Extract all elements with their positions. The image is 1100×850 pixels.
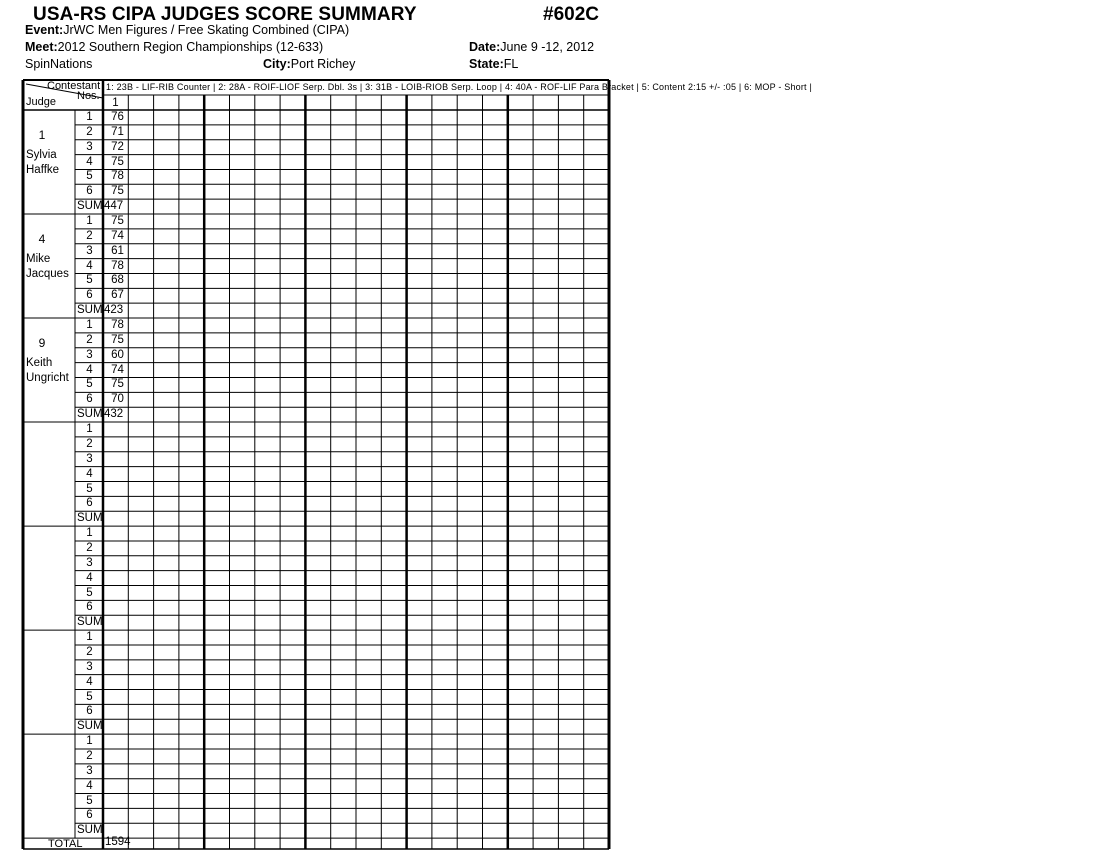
element-number: 2 xyxy=(86,541,93,554)
form-number: #602C xyxy=(543,4,599,25)
element-number: 1 xyxy=(86,527,93,540)
score-cell: 74 xyxy=(111,363,124,376)
score-cell: 78 xyxy=(111,319,124,332)
score-cell: 60 xyxy=(111,348,124,361)
sum-label: SUM xyxy=(77,512,103,525)
element-number: 2 xyxy=(86,229,93,242)
element-number: 4 xyxy=(86,675,93,688)
element-number: 1 xyxy=(86,111,93,123)
element-number: 5 xyxy=(86,482,93,495)
score-cell: 72 xyxy=(111,140,124,153)
element-number: 1 xyxy=(86,319,93,332)
element-number: 3 xyxy=(86,244,93,257)
element-number: 2 xyxy=(86,333,93,346)
meet-value: 2012 Southern Region Championships (12-633) xyxy=(57,40,324,54)
score-cell: 78 xyxy=(111,170,124,183)
element-number: 6 xyxy=(86,601,93,614)
score-cell: 75 xyxy=(111,333,124,346)
element-number: 4 xyxy=(86,779,93,792)
city-label: City: xyxy=(263,57,291,71)
element-number: 2 xyxy=(86,125,93,138)
element-number: 5 xyxy=(86,586,93,599)
element-number: 6 xyxy=(86,809,93,822)
contestant-number: 1 xyxy=(112,97,119,109)
element-number: 3 xyxy=(86,660,93,673)
element-number: 1 xyxy=(86,735,93,748)
corner-contestant-label: Contestant xyxy=(47,80,101,92)
judge-first-name: Mike xyxy=(26,253,51,266)
element-number: 2 xyxy=(86,645,93,658)
element-number: 6 xyxy=(86,705,93,718)
sum-label: SUM xyxy=(77,304,103,317)
score-cell: 75 xyxy=(111,215,124,228)
element-number: 1 xyxy=(86,215,93,228)
judge-first-name: Sylvia xyxy=(26,149,57,161)
score-cell: 78 xyxy=(111,259,124,272)
state-label: State: xyxy=(469,57,504,71)
judge-sum: 447 xyxy=(104,200,124,213)
city-value: Port Richey xyxy=(290,57,356,71)
element-number: 3 xyxy=(86,764,93,777)
element-number: 3 xyxy=(86,556,93,569)
element-number: 4 xyxy=(86,155,93,168)
sum-label: SUM xyxy=(77,408,103,421)
element-number: 5 xyxy=(86,794,93,807)
total-value: 1594 xyxy=(105,836,131,848)
score-cell: 75 xyxy=(111,155,124,168)
judge-last-name: Jacques xyxy=(26,268,69,281)
event-value: JrWC Men Figures / Free Skating Combined (CIPA) xyxy=(63,23,350,37)
element-number: 2 xyxy=(86,749,93,762)
element-number: 4 xyxy=(86,259,93,272)
judge-last-name: Haffke xyxy=(26,164,60,176)
event-label: Event: xyxy=(25,23,64,37)
element-number: 1 xyxy=(86,631,93,644)
venue: SpinNations xyxy=(25,57,93,71)
element-number: 3 xyxy=(86,452,93,465)
element-number: 6 xyxy=(86,497,93,510)
corner-judge-label: Judge xyxy=(26,96,56,108)
element-number: 1 xyxy=(86,423,93,436)
score-cell: 67 xyxy=(111,289,124,302)
date-value: June 9 -12, 2012 xyxy=(500,40,595,54)
judge-sum: 423 xyxy=(104,304,124,317)
element-number: 3 xyxy=(86,348,93,361)
element-number: 4 xyxy=(86,571,93,584)
element-number: 4 xyxy=(86,467,93,480)
score-cell: 76 xyxy=(111,111,124,123)
element-number: 2 xyxy=(86,437,93,450)
total-label: TOTAL xyxy=(48,838,83,850)
element-number: 6 xyxy=(86,393,93,406)
element-caption: 1: 23B - LIF-RIB Counter | 2: 28A - ROIF-LIOF Serp. Dbl. 3s | 3: 31B - LOIB-RIOB Serp. Loop | 4: 40A - ROF-LIF Para Bracket | 5: Content 2:15 +/- :05 | 6: MOP - Short | xyxy=(106,82,812,92)
judge-last-name: Ungricht xyxy=(26,372,69,385)
sum-label: SUM xyxy=(77,616,103,629)
score-cell: 68 xyxy=(111,274,124,287)
sum-label: SUM xyxy=(77,200,103,213)
element-number: 3 xyxy=(86,140,93,153)
element-number: 5 xyxy=(86,690,93,703)
element-number: 4 xyxy=(86,363,93,376)
corner-nos-label: Nos. xyxy=(77,90,100,102)
score-cell: 70 xyxy=(111,393,124,406)
sum-label: SUM xyxy=(77,720,103,733)
element-number: 5 xyxy=(86,378,93,391)
element-number: 5 xyxy=(86,170,93,183)
judge-number: 4 xyxy=(38,232,46,247)
report-title: USA-RS CIPA JUDGES SCORE SUMMARY xyxy=(33,4,417,25)
meet-label: Meet: xyxy=(25,40,58,54)
state-value: FL xyxy=(503,57,519,71)
score-cell: 61 xyxy=(111,244,124,257)
judge-sum: 432 xyxy=(104,408,124,421)
score-cell: 75 xyxy=(111,378,124,391)
score-cell: 71 xyxy=(111,125,124,138)
score-cell: 75 xyxy=(111,185,124,198)
element-number: 5 xyxy=(86,274,93,287)
judge-number: 1 xyxy=(38,128,46,142)
element-number: 6 xyxy=(86,185,93,198)
sum-label: SUM xyxy=(77,824,103,837)
score-cell: 74 xyxy=(111,229,124,242)
element-number: 6 xyxy=(86,289,93,302)
date-label: Date: xyxy=(469,40,501,54)
judge-first-name: Keith xyxy=(26,357,53,370)
judge-number: 9 xyxy=(38,336,46,351)
